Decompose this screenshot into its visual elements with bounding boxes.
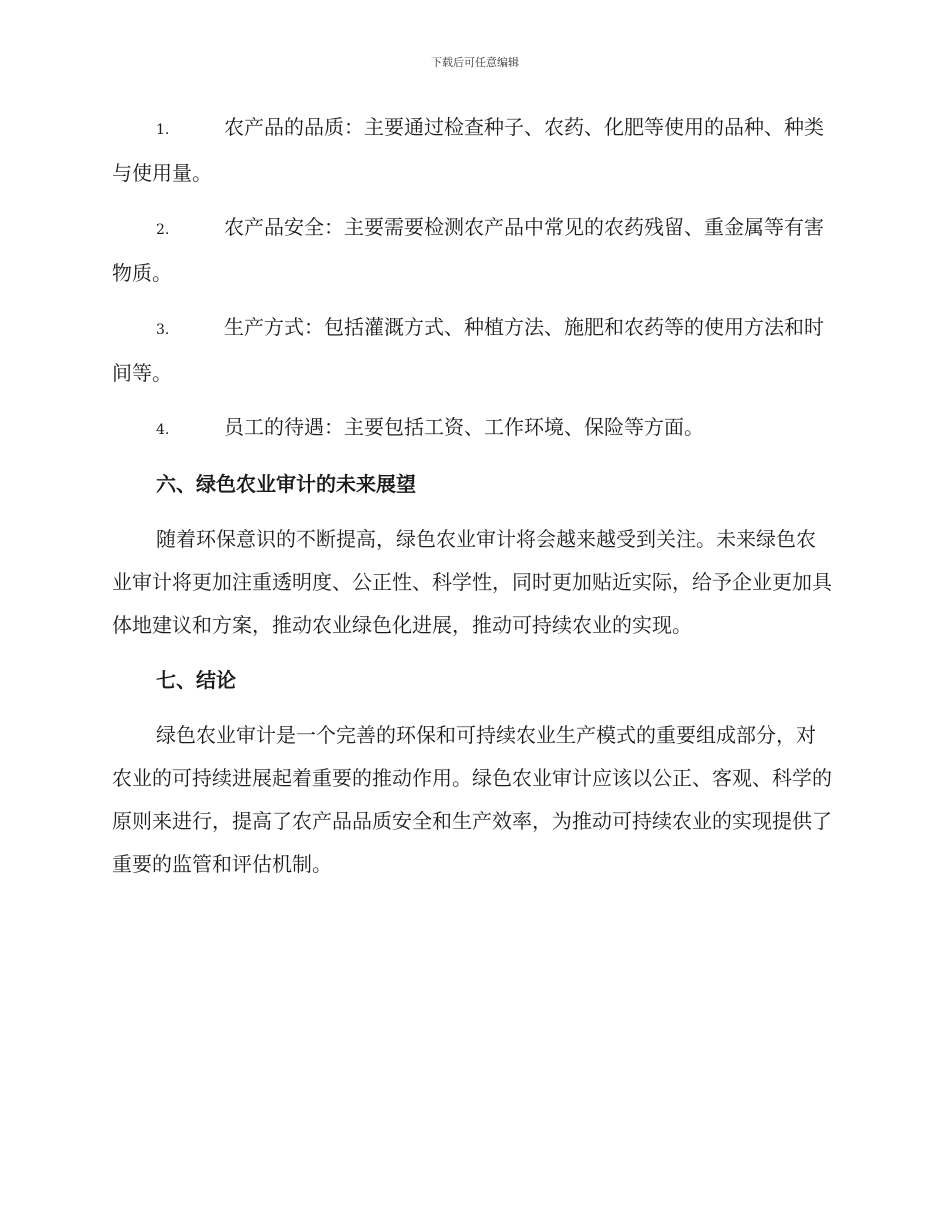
list-text: 农产品安全：主要需要检测农产品中常见的农药残留、重金属等有害物质。 [112,215,824,285]
list-text: 员工的待遇：主要包括工资、工作环境、保险等方面。 [224,415,704,439]
list-text: 生产方式：包括灌溉方式、种植方法、施肥和农药等的使用方法和时间等。 [112,315,824,385]
list-number: 1. [156,122,170,138]
list-item [112,206,834,295]
list-number: 2. [156,222,170,238]
list-item [112,406,834,452]
paragraph-future-outlook: 随着环保意识的不断提高，绿色农业审计将会越来越受到关注。未来绿色农业审计将更加注重透明度、公正性、科学性，同时更加贴近实际，给予企业更加具体地建议和方案，推动农业绿色化进展，推动可持续农业的实现。 [112,527,832,637]
section-heading-conclusion: 七、结论 [156,668,236,692]
list-item [112,106,834,195]
paragraph-conclusion: 绿色农业审计是一个完善的环保和可持续农业生产模式的重要组成部分，对农业的可持续进展起着重要的推动作用。绿色农业审计应该以公正、客观、科学的原则来进行，提高了农产品品质安全和生产效率，为推动可持续农业的实现提供了重要的监管和评估机制。 [112,723,832,876]
list-number: 4. [156,422,170,438]
list-text: 农产品的品质：主要通过检查种子、农药、化肥等使用的品种、种类与使用量。 [112,115,824,185]
list-number: 3. [156,322,170,338]
section-heading-future-outlook: 六、绿色农业审计的未来展望 [156,472,416,496]
list-item [112,306,834,395]
document-body [112,106,834,898]
header-note: 下载后可任意编辑 [431,56,519,69]
